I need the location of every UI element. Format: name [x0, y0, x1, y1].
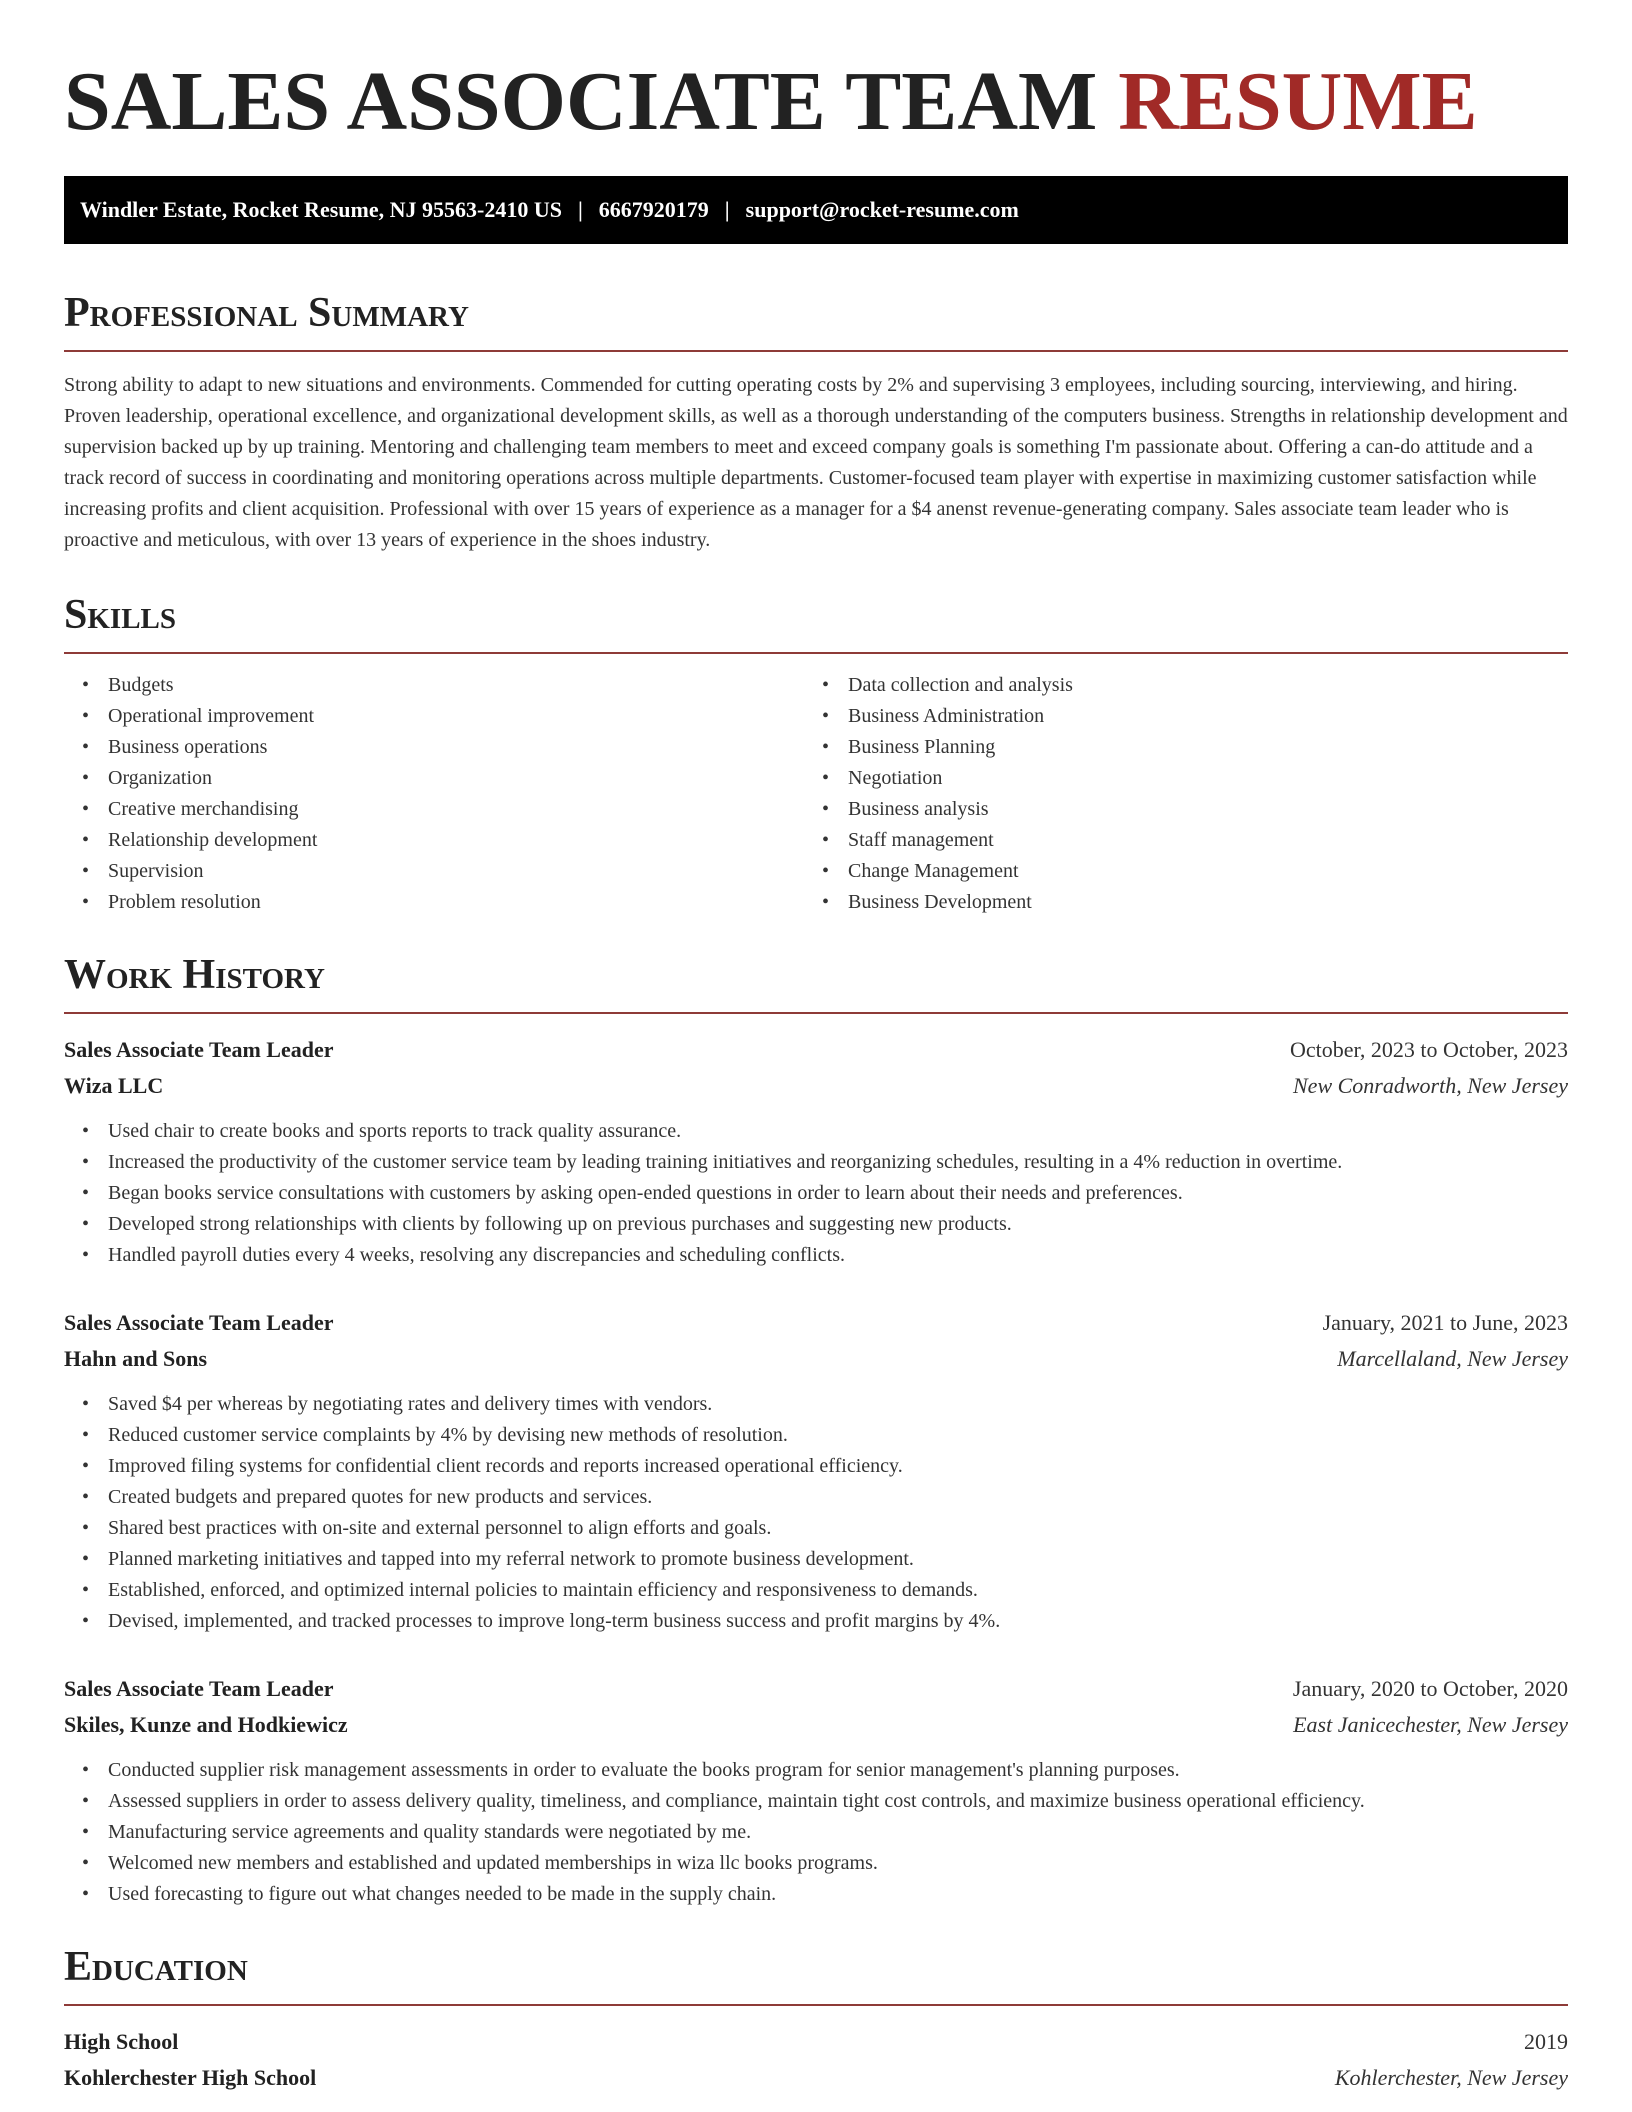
- skills-section: [64, 590, 1568, 918]
- contact-separator: |: [577, 197, 583, 222]
- work-history-heading: Work History: [64, 950, 1568, 1014]
- skill-item: • Budgets: [108, 670, 804, 701]
- skills-columns: [64, 670, 1568, 918]
- skills-list-left: [64, 670, 804, 918]
- job-bullet: • Planned marketing initiatives and tapped into my referral network to promote business development.: [108, 1544, 1568, 1575]
- job-company: Hahn and Sons: [64, 1346, 208, 1371]
- contact-bar: [64, 176, 1568, 244]
- skill-item: • Supervision: [108, 856, 804, 887]
- job-bullet: • Handled payroll duties every 4 weeks, resolving any discrepancies and scheduling conflicts.: [108, 1240, 1568, 1271]
- skills-heading: Skills: [64, 590, 1568, 654]
- skill-item: • Operational improvement: [108, 701, 804, 732]
- job-bullet: • Assessed suppliers in order to assess delivery quality, timeliness, and compliance, maintain tight cost controls, and maximize business operational efficiency.: [108, 1786, 1568, 1817]
- education-degree: High School: [64, 2029, 179, 2054]
- contact-phone[interactable]: 6667920179: [598, 197, 709, 222]
- job-bullet: • Developed strong relationships with clients by following up on previous purchases and suggesting new products.: [108, 1209, 1568, 1240]
- skill-item: • Data collection and analysis: [848, 670, 1544, 701]
- job-location: Marcellaland, New Jersey: [1337, 1346, 1568, 1371]
- job-company-row: [64, 1068, 1568, 1104]
- education-entry: [64, 2024, 1568, 2096]
- job-dates: October, 2023 to October, 2023: [1289, 1037, 1568, 1062]
- job-title: Sales Associate Team Leader: [64, 1676, 334, 1701]
- skill-item: • Business Development: [848, 887, 1544, 918]
- skill-item: • Organization: [108, 763, 804, 794]
- job-bullet: • Improved filing systems for confidential client records and reports increased operational efficiency.: [108, 1451, 1568, 1482]
- resume-title: [64, 0, 1568, 152]
- title-accent: RESUME: [1118, 55, 1478, 148]
- job-bullet: • Created budgets and prepared quotes for new products and services.: [108, 1482, 1568, 1513]
- summary-text: Strong ability to adapt to new situations and environments. Commended for cutting operating costs by 2% and supervising 3 employees, including sourcing, interviewing, and hiring. Proven leadership, operational excellence, and organizational development skills, as well as a thorough understanding of the computers business. Strengths in relationship development and supervision backed up by up training. Mentoring and challenging team members to meet and exceed company goals is something I'm passionate about. Offering a can-do attitude and a track record of success in coordinating and monitoring operations across multiple departments. Customer-focused team player with expertise in maximizing customer satisfaction while increasing profits and client acquisition. Professional with over 15 years of experience as a manager for a $4 anenst revenue-generating company. Sales associate team leader who is proactive and meticulous, with over 13 years of experience in the shoes industry.: [64, 374, 1568, 551]
- job-bullet: • Conducted supplier risk management assessments in order to evaluate the books program for senior management's planning purposes.: [108, 1755, 1568, 1786]
- education-heading: Education: [64, 1942, 1568, 2006]
- job-title: Sales Associate Team Leader: [64, 1037, 334, 1062]
- education-school: Kohlerchester High School: [64, 2065, 317, 2090]
- job-location: East Janicechester, New Jersey: [1293, 1712, 1568, 1737]
- job-dates: January, 2020 to October, 2020: [1292, 1676, 1568, 1701]
- job-bullet: • Devised, implemented, and tracked processes to improve long-term business success and profit margins by 4%.: [108, 1606, 1568, 1637]
- skill-item: • Staff management: [848, 825, 1544, 856]
- job-company-row: [64, 1707, 1568, 1743]
- skill-item: • Problem resolution: [108, 887, 804, 918]
- skill-item: • Business analysis: [848, 794, 1544, 825]
- work-history-section: [64, 950, 1568, 1910]
- summary-section: [64, 288, 1568, 556]
- job-dates: January, 2021 to June, 2023: [1322, 1310, 1568, 1335]
- job-header-row: [64, 1032, 1568, 1068]
- education-section: [64, 1942, 1568, 2096]
- education-header-row: [64, 2024, 1568, 2060]
- job-bullet: • Established, enforced, and optimized internal policies to maintain efficiency and responsiveness to demands.: [108, 1575, 1568, 1606]
- skill-item: • Change Management: [848, 856, 1544, 887]
- job-bullet: • Began books service consultations with customers by asking open-ended questions in order to learn about their needs and preferences.: [108, 1178, 1568, 1209]
- skill-item: • Negotiation: [848, 763, 1544, 794]
- job-entry: [64, 1671, 1568, 1910]
- job-bullet: • Welcomed new members and established and updated memberships in wiza llc books programs.: [108, 1848, 1568, 1879]
- job-company: Wiza LLC: [64, 1073, 164, 1098]
- job-bullet: • Manufacturing service agreements and quality standards were negotiated by me.: [108, 1817, 1568, 1848]
- skill-item: • Business operations: [108, 732, 804, 763]
- contact-email[interactable]: support@rocket-resume.com: [745, 197, 1019, 222]
- job-bullet: • Reduced customer service complaints by 4% by devising new methods of resolution.: [108, 1420, 1568, 1451]
- job-bullets: [64, 1116, 1568, 1271]
- job-bullets: [64, 1755, 1568, 1910]
- education-location: Kohlerchester, New Jersey: [1334, 2065, 1568, 2090]
- contact-separator: |: [724, 197, 730, 222]
- job-bullet: • Used forecasting to figure out what changes needed to be made in the supply chain.: [108, 1879, 1568, 1910]
- skill-item: • Business Planning: [848, 732, 1544, 763]
- job-location: New Conradworth, New Jersey: [1293, 1073, 1568, 1098]
- job-company-row: [64, 1341, 1568, 1377]
- skill-item: • Business Administration: [848, 701, 1544, 732]
- summary-heading: Professional Summary: [64, 288, 1568, 352]
- job-entry: [64, 1305, 1568, 1637]
- job-bullet: • Increased the productivity of the customer service team by leading training initiatives and reorganizing schedules, resulting in a 4% reduction in overtime.: [108, 1147, 1568, 1178]
- education-school-row: [64, 2060, 1568, 2096]
- job-bullets: [64, 1389, 1568, 1637]
- title-main: SALES ASSOCIATE TEAM: [64, 55, 1098, 148]
- skill-item: • Relationship development: [108, 825, 804, 856]
- job-company: Skiles, Kunze and Hodkiewicz: [64, 1712, 348, 1737]
- job-bullet: • Shared best practices with on-site and external personnel to align efforts and goals.: [108, 1513, 1568, 1544]
- job-title: Sales Associate Team Leader: [64, 1310, 334, 1335]
- skill-item: • Creative merchandising: [108, 794, 804, 825]
- education-year: 2019: [1524, 2029, 1568, 2054]
- skills-list-right: [804, 670, 1544, 918]
- contact-address: Windler Estate, Rocket Resume, NJ 95563-2410 US: [80, 197, 562, 222]
- job-entry: [64, 1032, 1568, 1271]
- job-bullet: • Saved $4 per whereas by negotiating rates and delivery times with vendors.: [108, 1389, 1568, 1420]
- resume-page: [64, 0, 1568, 2096]
- job-header-row: [64, 1671, 1568, 1707]
- job-header-row: [64, 1305, 1568, 1341]
- job-bullet: • Used chair to create books and sports reports to track quality assurance.: [108, 1116, 1568, 1147]
